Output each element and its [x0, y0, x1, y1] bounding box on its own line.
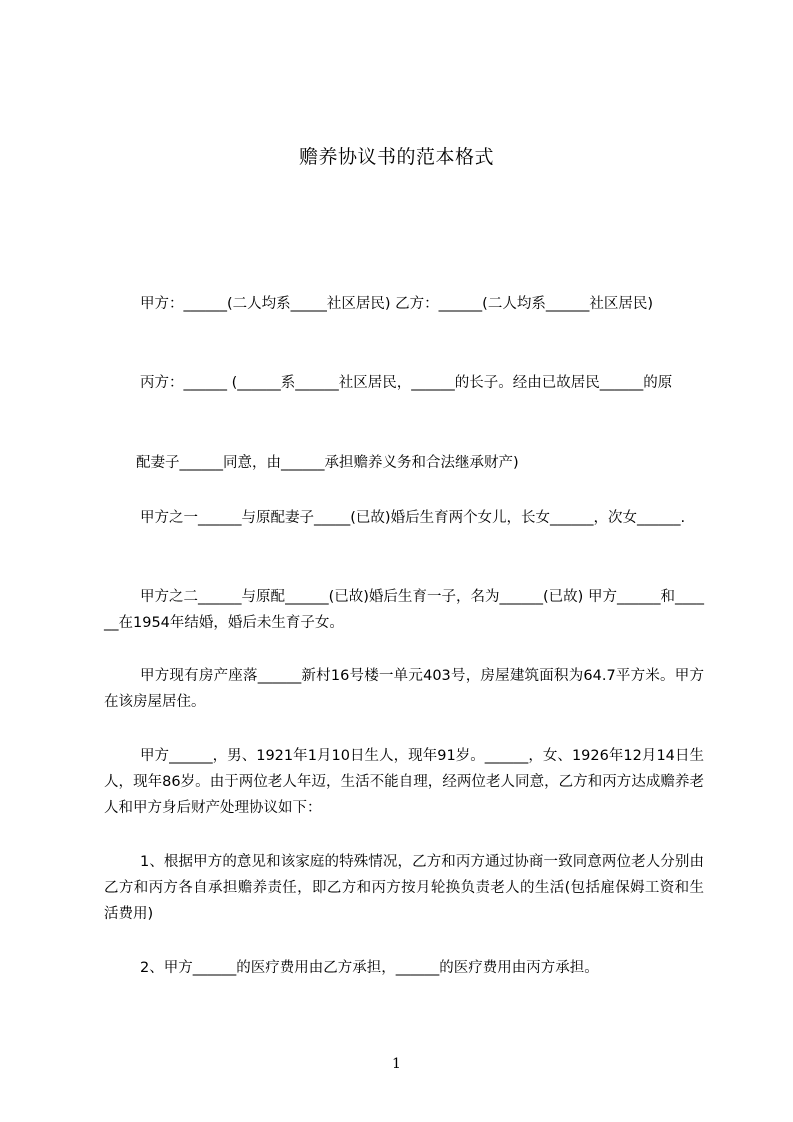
paragraph-party-c: 丙方：______ (______系______社区居民，______的长子。经由已故居民______的原 — [140, 375, 673, 391]
paragraph-clause-1: 1、根据甲方的意见和该家庭的特殊情况，乙方和丙方通过协商一致同意两位老人分别由乙方和丙方各自承担赡养责任，即乙方和丙方按月轮换负责老人的生活(包括雇保姆工资和生活费用) — [104, 854, 704, 922]
paragraph-parties-a-b: 甲方：______(二人均系_____社区居民) 乙方：______(二人均系______社区居民) — [140, 296, 653, 312]
paragraph-party-c-continued: 配妻子______同意，由______承担赡养义务和合法继承财产) — [136, 455, 519, 471]
paragraph-property: 甲方现有房产座落______新村16号楼一单元403号，房屋建筑面积为64.7平方米。甲方在该房屋居住。 — [104, 668, 704, 710]
paragraph-clause-2: 2、甲方______的医疗费用由乙方承担，______的医疗费用由丙方承担。 — [140, 960, 599, 976]
paragraph-party-a-two: 甲方之二______与原配______(已故)婚后生育一子，名为______(已故) 甲方______和______在1954年结婚，婚后未生育子女。 — [104, 589, 704, 631]
paragraph-elders: 甲方______，男、1921年1月10日生人，现年91岁。______，女、1926年12月14日生人，现年86岁。由于两位老人年迈，生活不能自理，经两位老人同意，乙方和丙方达成赡养老人和甲方身后财产处理协议如下： — [104, 748, 704, 816]
paragraph-party-a-one: 甲方之一______与原配妻子_____(已故)婚后生育两个女儿，长女______，次女______. — [140, 510, 686, 526]
page-number: 1 — [392, 1056, 401, 1072]
document-title: 赡养协议书的范本格式 — [298, 146, 494, 168]
